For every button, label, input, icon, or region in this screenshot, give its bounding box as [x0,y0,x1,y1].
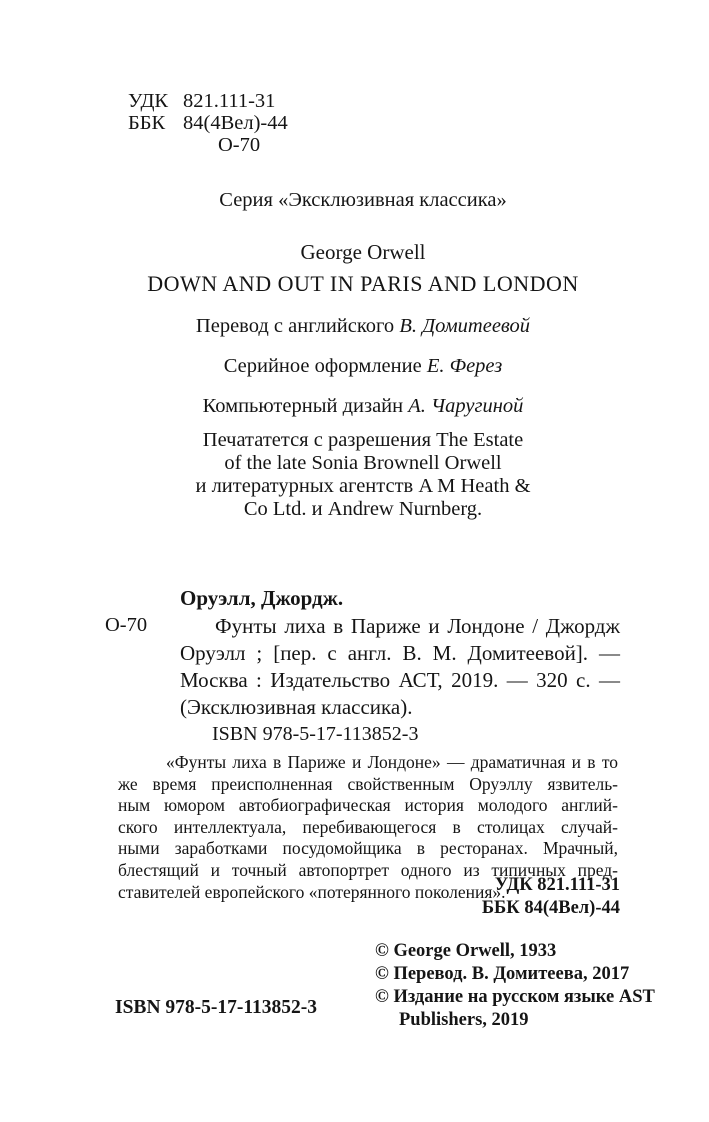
copyright-line-edition-wrap: Publishers, 2019 [399,1010,529,1030]
catalog-line: Фунты лиха в Париже и Лондоне / Джордж [215,614,620,638]
annotation-line: ставителей европейского «потерянного поколения». [118,881,506,902]
annotation-line: же время преисполненная свойственным Оруэллу язвитель- [118,773,618,794]
udk-bold: УДК 821.111-31 [494,875,620,895]
bbk-bold: ББК 84(4Вел)-44 [481,898,620,918]
permission-line: Co Ltd. и Andrew Nurnberg. [243,498,483,520]
catalog-card-author: Оруэлл, Джордж. [180,586,344,610]
annotation-line: «Фунты лиха в Париже и Лондоне» — драматичная и в то [166,752,618,772]
computer-design-prefix: Компьютерный дизайн [202,395,409,417]
author-code: О-70 [218,134,261,156]
computer-designer-name: А. Чаругиной [408,395,524,417]
bbk-line [128,112,288,134]
original-title: DOWN AND OUT IN PARIS AND LONDON [147,271,579,296]
bbk-value: 84(4Вел)-44 [183,112,288,134]
catalog-card-code: О-70 [105,614,148,636]
annotation-line: ным юмором автобиографическая история молодого англий- [118,795,618,816]
copyright-line-translation: © Перевод. В. Домитеева, 2017 [375,964,630,984]
series-design-prefix: Серийное оформление [223,355,427,377]
annotation-line: ными заработками посудомойщика в ресторанах. Мрачный, [118,838,618,859]
catalog-line: Москва : Издательство АСТ, 2019. — 320 с. — [180,668,620,692]
catalog-card-description [180,613,620,721]
translator-credit [18,315,708,338]
isbn-catalog: ISBN 978-5-17-113852-3 [212,723,419,745]
bibliographic-codes [128,90,288,156]
copyright-block [375,940,665,1032]
translator-credit-prefix: Перевод с английского [195,315,400,337]
isbn-bottom: ISBN 978-5-17-113852-3 [115,997,318,1018]
copyright-line-edition: © Издание на русском языке AST [375,987,655,1007]
bibliographic-codes-bold [300,874,620,920]
computer-design-credit [18,395,708,418]
bbk-label: ББК [128,112,166,134]
permission-line: of the late Sonia Brownell Orwell [224,452,502,474]
permission-line: Печататется с разрешения The Estate [202,429,524,451]
permission-line: и литературных агентств A M Heath & [195,475,531,497]
udk-line [128,90,288,112]
annotation-line: блестящий и точный автопортрет одного из типичных пред- [118,859,618,880]
catalog-line: (Эксклюзивная классика). [180,695,413,719]
permission-notice [18,429,708,521]
translator-name: В. Домитеевой [399,315,531,337]
series-design-credit [18,355,708,378]
catalog-line: Оруэлл ; [пер. с англ. В. М. Домитеевой]. — [180,641,620,665]
author-code-line [128,134,288,156]
author-name-original: George Orwell [300,240,426,264]
series-line: Серия «Эксклюзивная классика» [219,189,507,211]
udk-value: 821.111-31 [183,90,276,112]
copyright-line-orwell: © George Orwell, 1933 [375,941,557,961]
annotation-line: ского интеллектуала, перебивающегося в столицах случай- [118,816,618,837]
series-designer-name: Е. Ферез [426,355,503,377]
udk-label: УДК [128,90,169,112]
